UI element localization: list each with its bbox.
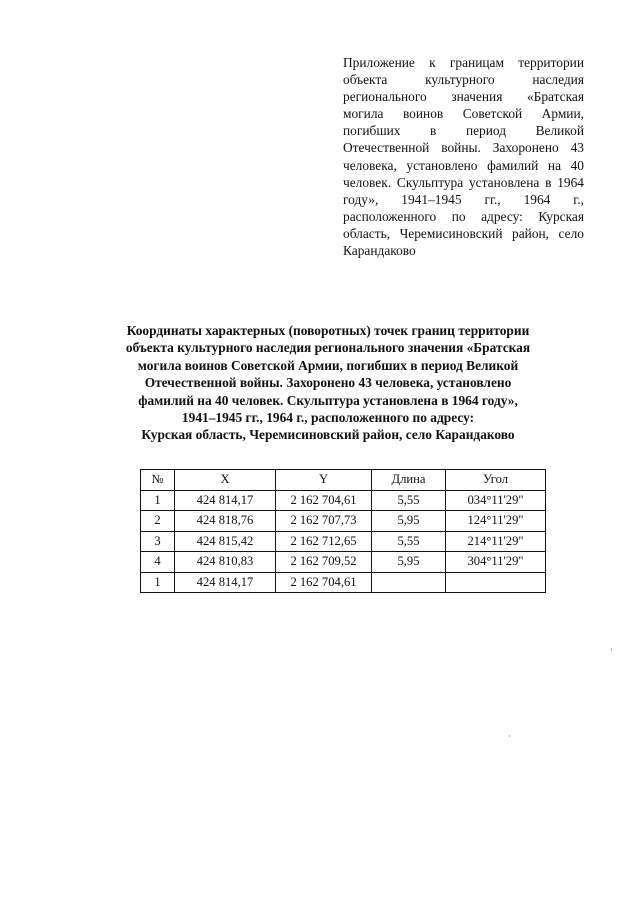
cell-y: 2 162 712,65 <box>276 531 372 552</box>
coordinates-table <box>140 469 546 593</box>
scan-speck <box>509 735 510 737</box>
heading-line: Курская область, Черемисиновский район, село Карандаково <box>141 427 515 443</box>
header-y: Y <box>276 470 372 491</box>
table-row <box>141 552 546 573</box>
header-angle: Угол <box>446 470 546 491</box>
heading-line: Отечественной войны. Захоронено 43 человека, установлено <box>144 375 512 391</box>
scan-speck <box>611 648 612 651</box>
cell-length <box>372 572 446 593</box>
cell-angle: 304°11'29" <box>446 552 546 573</box>
heading-line: фамилий на 40 человек. Скульптура установлена в 1964 году», <box>138 392 518 408</box>
cell-angle <box>446 572 546 593</box>
cell-angle: 034°11'29" <box>446 490 546 511</box>
cell-number: 1 <box>141 572 175 593</box>
cell-x: 424 818,76 <box>175 511 276 532</box>
table-row <box>141 572 546 593</box>
cell-length: 5,95 <box>372 511 446 532</box>
cell-y: 2 162 709,52 <box>276 552 372 573</box>
document-heading <box>98 322 558 444</box>
table-header-row <box>141 470 546 491</box>
cell-length: 5,95 <box>372 552 446 573</box>
header-length: Длина <box>372 470 446 491</box>
cell-x: 424 815,42 <box>175 531 276 552</box>
cell-length: 5,55 <box>372 490 446 511</box>
header-number: № <box>141 470 175 491</box>
cell-number: 2 <box>141 511 175 532</box>
cell-x: 424 810,83 <box>175 552 276 573</box>
cell-angle: 214°11'29" <box>446 531 546 552</box>
cell-y: 2 162 704,61 <box>276 490 372 511</box>
header-x: X <box>175 470 276 491</box>
heading-line: 1941–1945 гг., 1964 г., расположенного по адресу: <box>181 410 475 426</box>
cell-number: 3 <box>141 531 175 552</box>
heading-line: Координаты характерных (поворотных) точек границ территории <box>126 323 530 338</box>
heading-line: могила воинов Советской Армии, погибших в период Великой <box>137 357 519 373</box>
cell-number: 1 <box>141 490 175 511</box>
heading-line: объекта культурного наследия регионального значения «Братская <box>125 340 531 356</box>
cell-x: 424 814,17 <box>175 572 276 593</box>
cell-y: 2 162 707,73 <box>276 511 372 532</box>
cell-angle: 124°11'29" <box>446 511 546 532</box>
cell-length: 5,55 <box>372 531 446 552</box>
cell-y: 2 162 704,61 <box>276 572 372 593</box>
appendix-note: Приложение к границам территории объекта культурного наследия регионального значения «Братская могила воинов Советской Армии, погибших в период Великой Отечественной войны. Захоронено 43 человека, установлено фамилий на 40 человек. Скульптура установлена в 1964 году», 1941–1945 гг., 1964 г., расположенного по адресу: Курская область, Черемисиновский район, село Карандаково <box>343 55 584 259</box>
table-row <box>141 531 546 552</box>
table-row <box>141 511 546 532</box>
table-row <box>141 490 546 511</box>
cell-x: 424 814,17 <box>175 490 276 511</box>
cell-number: 4 <box>141 552 175 573</box>
